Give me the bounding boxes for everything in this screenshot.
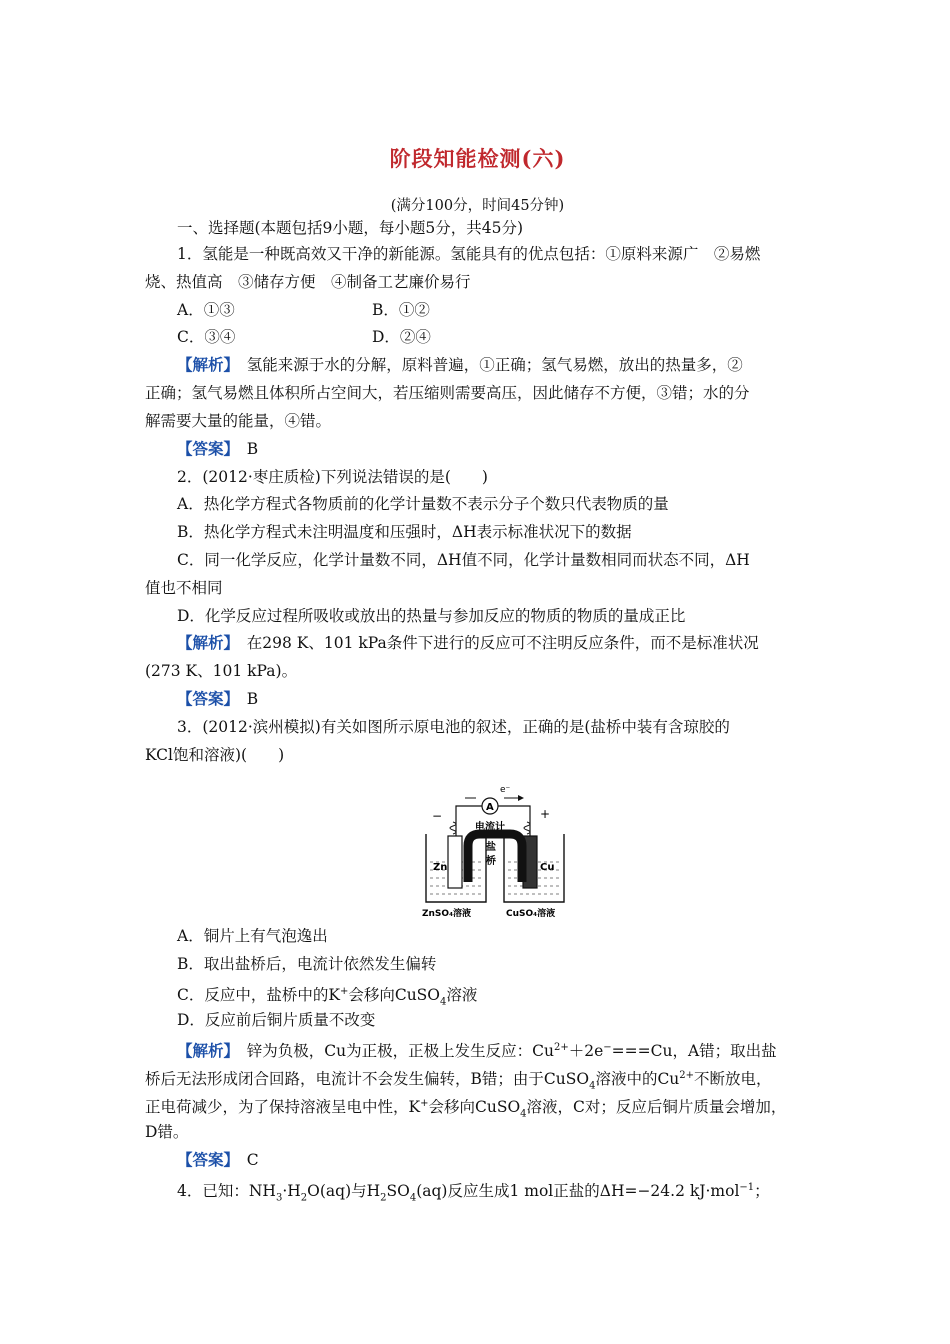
q1-stem-line2: 烧、热值高 ③储存方便 ④制备工艺廉价易行 xyxy=(145,273,471,291)
q1-analysis-text: 氢能来源于水的分解，原料普遍，①正确；氢气易燃，放出的热量多，② xyxy=(231,356,743,374)
q1-analysis-line1 xyxy=(145,351,842,379)
q3-analysis-line1: 【解析】 锌为负极，Cu为正极，正极上发生反应：$Cu^{2+}+2e^-===Cu$，A错；取出盐 xyxy=(177,1041,777,1061)
q3-analysis-line2: 桥后无法形成闭合回路，电流计不会发生偏转，B错；由于CuSO$_4$溶液中的$Cu^{2+}$不断放电， xyxy=(145,1070,772,1092)
section-heading: 一、选择题(本题包括9小题，每小题5分，共45分) xyxy=(177,219,524,237)
q2-option-c-line2: 值也不相同 xyxy=(145,579,223,597)
q2-option-b: B．热化学方程式未注明温度和压强时，ΔH表示标准状况下的数据 xyxy=(177,523,632,541)
left-solution-label: ZnSO₄溶液 xyxy=(422,909,472,919)
left-coil xyxy=(450,822,456,834)
q2-option-d: D．化学反应过程所吸收或放出的热量与参加反应的物质的物质的量成正比 xyxy=(177,607,686,625)
q2-answer-value: B xyxy=(231,690,259,708)
answer-tag: 【答案】 xyxy=(177,439,232,458)
electron-arrowhead xyxy=(518,795,524,801)
q3-option-b: B．取出盐桥后，电流计依然发生偏转 xyxy=(177,955,437,973)
q3-option-a: A．铜片上有气泡逸出 xyxy=(177,927,328,945)
galvanic-cell-diagram xyxy=(420,772,620,920)
q1-options-cd xyxy=(145,323,842,351)
analysis-tag: 【解析】 xyxy=(177,633,232,652)
page-subtitle: (满分100分，时间45分钟) xyxy=(390,198,565,214)
q2-answer xyxy=(145,685,842,713)
ammeter-label: A xyxy=(486,802,494,813)
q2-analysis-line2: (273 K、101 kPa)。 xyxy=(145,662,298,680)
analysis-tag: 【解析】 xyxy=(177,355,232,374)
q3-analysis-line4: D错。 xyxy=(145,1123,189,1141)
q3-option-c: C．反应中，盐桥中的K+会移向CuSO$_4$溶液 xyxy=(177,986,478,1008)
q3-stem-line2: KCl饱和溶液)( ) xyxy=(145,746,285,764)
q1-option-d: D．②④ xyxy=(372,328,431,346)
right-solution-label: CuSO₄溶液 xyxy=(506,909,556,919)
zn-label: Zn xyxy=(433,862,448,873)
right-coil xyxy=(524,822,530,834)
plus-sign: + xyxy=(540,807,551,821)
bridge-label-2: 桥 xyxy=(486,856,496,867)
q3-analysis-line3: 正电荷减少，为了保持溶液呈电中性，K+会移向CuSO$_4$溶液，C对；反应后铜片质量会增加， xyxy=(145,1098,787,1120)
q1-options-ab xyxy=(145,296,842,324)
q3-answer xyxy=(145,1146,842,1174)
page-title: 阶段知能检测(六) xyxy=(389,146,566,171)
answer-tag: 【答案】 xyxy=(177,689,232,708)
bridge-label-1: 盐 xyxy=(486,842,496,853)
answer-tag: 【答案】 xyxy=(177,1150,232,1169)
q1-answer-value: B xyxy=(231,440,259,458)
q1-option-c: C．③④ xyxy=(177,328,236,346)
analysis-tag: 【解析】 xyxy=(177,1041,232,1061)
q3-answer-value: C xyxy=(231,1151,259,1169)
q1-analysis-line3: 解需要大量的能量，④错。 xyxy=(145,412,332,430)
q2-analysis-line1 xyxy=(145,629,842,657)
electron-label: e⁻ xyxy=(500,785,511,795)
cu-label: Cu xyxy=(540,862,555,873)
q1-option-a: A．①③ xyxy=(177,301,235,319)
minus-sign: − xyxy=(432,809,443,823)
q1-answer xyxy=(145,435,842,463)
meter-text: 电流计 xyxy=(475,822,505,833)
q2-option-a: A．热化学方程式各物质前的化学计量数不表示分子个数只代表物质的量 xyxy=(177,495,669,513)
q3-stem-line1: 3．(2012·滨州模拟)有关如图所示原电池的叙述，正确的是(盐桥中装有含琼胶的 xyxy=(177,718,730,736)
q1-stem-line1: 1．氢能是一种既高效又干净的新能源。氢能具有的优点包括：①原料来源广 ②易燃 xyxy=(177,245,761,263)
q2-option-c-line1: C．同一化学反应，化学计量数不同，ΔH值不同，化学计量数相同而状态不同，ΔH xyxy=(177,551,750,569)
q2-stem: 2．(2012·枣庄质检)下列说法错误的是( ) xyxy=(177,468,488,486)
q4-stem: 4．已知：$NH_3\cdot H_2O(aq)$与$H_2SO_4(aq)$反应生成1 mol正盐的ΔH=−24.2 kJ·mol$^{-1}$； xyxy=(177,1182,770,1204)
q1-analysis-line2: 正确；氢气易燃且体积所占空间大，若压缩则需要高压，因此储存不方便，③错；水的分 xyxy=(145,384,750,402)
q3-option-d: D．反应前后铜片质量不改变 xyxy=(177,1011,376,1029)
zinc-electrode xyxy=(448,836,462,888)
q1-option-b: B．①② xyxy=(372,301,430,319)
q2-analysis-text: 在298 K、101 kPa条件下进行的反应可不注明反应条件，而不是标准状况 xyxy=(231,634,759,652)
